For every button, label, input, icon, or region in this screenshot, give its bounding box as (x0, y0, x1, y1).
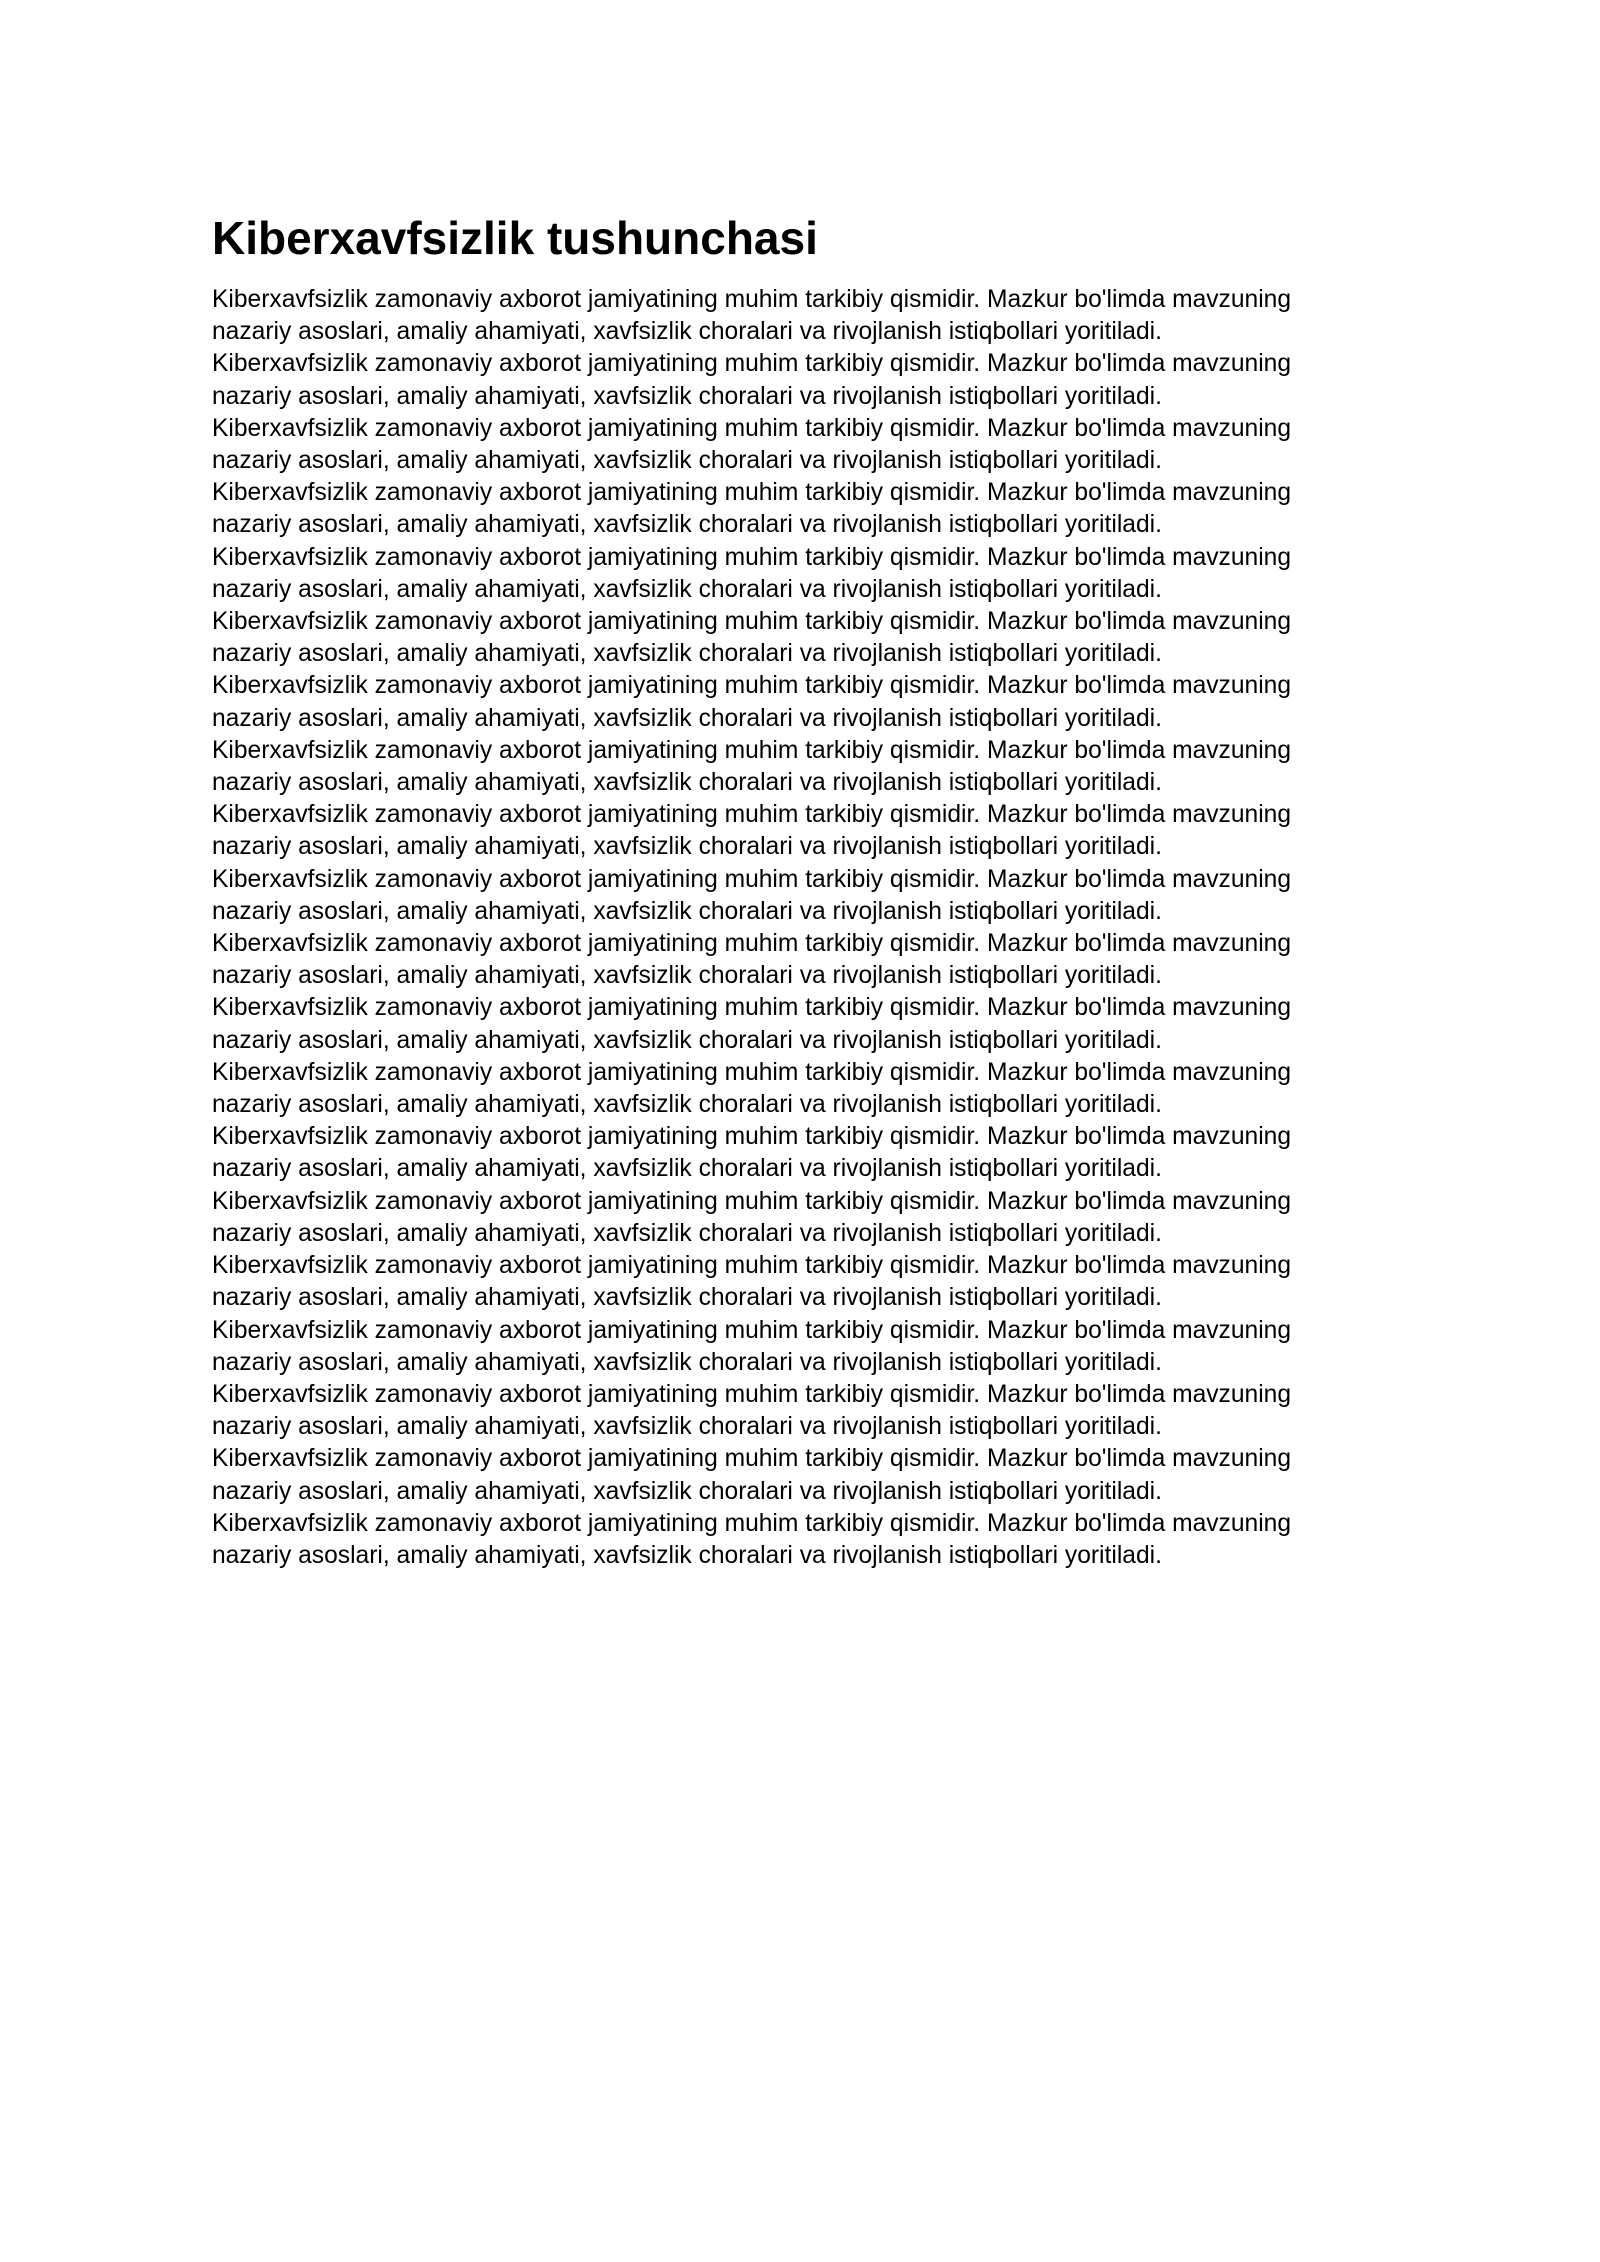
body-paragraph (212, 1315, 1432, 1379)
paragraph-line: nazariy asoslari, amaliy ahamiyati, xavfsizlik choralari va rivojlanish istiqbollari yoritiladi. (212, 1219, 1162, 1247)
paragraph-line: Kiberxavfsizlik zamonaviy axborot jamiyatining muhim tarkibiy qismidir. Mazkur bo'limda mavzuning (212, 1058, 1292, 1086)
paragraph-line: Kiberxavfsizlik zamonaviy axborot jamiyatining muhim tarkibiy qismidir. Mazkur bo'limda mavzuning (212, 994, 1292, 1022)
paragraph-line: Kiberxavfsizlik zamonaviy axborot jamiyatining muhim tarkibiy qismidir. Mazkur bo'limda mavzuning (212, 1187, 1292, 1215)
paragraph-line: Kiberxavfsizlik zamonaviy axborot jamiyatining muhim tarkibiy qismidir. Mazkur bo'limda mavzuning (212, 1123, 1292, 1151)
paragraph-line: Kiberxavfsizlik zamonaviy axborot jamiyatining muhim tarkibiy qismidir. Mazkur bo'limda mavzuning (212, 350, 1292, 378)
paragraph-line: Kiberxavfsizlik zamonaviy axborot jamiyatining muhim tarkibiy qismidir. Mazkur bo'limda mavzuning (212, 479, 1292, 507)
paragraph-line: Kiberxavfsizlik zamonaviy axborot jamiyatining muhim tarkibiy qismidir. Mazkur bo'limda mavzuning (212, 1509, 1292, 1537)
paragraph-line: Kiberxavfsizlik zamonaviy axborot jamiyatining muhim tarkibiy qismidir. Mazkur bo'limda mavzuning (212, 1380, 1292, 1408)
body-paragraph (212, 735, 1432, 799)
body-paragraph (212, 864, 1432, 928)
paragraph-line: nazariy asoslari, amaliy ahamiyati, xavfsizlik choralari va rivojlanish istiqbollari yoritiladi. (212, 769, 1162, 797)
body-paragraph (212, 542, 1432, 606)
body-paragraph (212, 413, 1432, 477)
body-paragraph (212, 992, 1432, 1056)
paragraph-line: Kiberxavfsizlik zamonaviy axborot jamiyatining muhim tarkibiy qismidir. Mazkur bo'limda mavzuning (212, 736, 1292, 764)
paragraph-line: nazariy asoslari, amaliy ahamiyati, xavfsizlik choralari va rivojlanish istiqbollari yoritiladi. (212, 1155, 1162, 1183)
paragraph-line: Kiberxavfsizlik zamonaviy axborot jamiyatining muhim tarkibiy qismidir. Mazkur bo'limda mavzuning (212, 930, 1292, 958)
body-paragraph (212, 477, 1432, 541)
body-paragraph (212, 1250, 1432, 1314)
paragraph-line: nazariy asoslari, amaliy ahamiyati, xavfsizlik choralari va rivojlanish istiqbollari yoritiladi. (212, 1541, 1162, 1569)
paragraph-line: nazariy asoslari, amaliy ahamiyati, xavfsizlik choralari va rivojlanish istiqbollari yoritiladi. (212, 704, 1162, 732)
body-paragraph (212, 799, 1432, 863)
paragraph-list (212, 284, 1432, 1572)
body-paragraph (212, 606, 1432, 670)
body-paragraph (212, 1508, 1432, 1572)
paragraph-line: Kiberxavfsizlik zamonaviy axborot jamiyatining muhim tarkibiy qismidir. Mazkur bo'limda mavzuning (212, 801, 1292, 829)
paragraph-line: Kiberxavfsizlik zamonaviy axborot jamiyatining muhim tarkibiy qismidir. Mazkur bo'limda mavzuning (212, 672, 1292, 700)
body-paragraph (212, 670, 1432, 734)
body-paragraph (212, 1121, 1432, 1185)
body-paragraph (212, 284, 1432, 348)
paragraph-line: Kiberxavfsizlik zamonaviy axborot jamiyatining muhim tarkibiy qismidir. Mazkur bo'limda mavzuning (212, 865, 1292, 893)
paragraph-line: Kiberxavfsizlik zamonaviy axborot jamiyatining muhim tarkibiy qismidir. Mazkur bo'limda mavzuning (212, 1445, 1292, 1473)
document-title: Kiberxavfsizlik tushunchasi (212, 212, 818, 264)
body-paragraph (212, 1379, 1432, 1443)
paragraph-line: nazariy asoslari, amaliy ahamiyati, xavfsizlik choralari va rivojlanish istiqbollari yoritiladi. (212, 833, 1162, 861)
paragraph-line: Kiberxavfsizlik zamonaviy axborot jamiyatining muhim tarkibiy qismidir. Mazkur bo'limda mavzuning (212, 286, 1292, 313)
body-paragraph (212, 1186, 1432, 1250)
paragraph-line: nazariy asoslari, amaliy ahamiyati, xavfsizlik choralari va rivojlanish istiqbollari yoritiladi. (212, 1477, 1162, 1505)
paragraph-line: Kiberxavfsizlik zamonaviy axborot jamiyatining muhim tarkibiy qismidir. Mazkur bo'limda mavzuning (212, 543, 1292, 571)
paragraph-line: nazariy asoslari, amaliy ahamiyati, xavfsizlik choralari va rivojlanish istiqbollari yoritiladi. (212, 382, 1162, 410)
paragraph-line: Kiberxavfsizlik zamonaviy axborot jamiyatining muhim tarkibiy qismidir. Mazkur bo'limda mavzuning (212, 1316, 1292, 1344)
paragraph-line: nazariy asoslari, amaliy ahamiyati, xavfsizlik choralari va rivojlanish istiqbollari yoritiladi. (212, 897, 1162, 925)
paragraph-line: nazariy asoslari, amaliy ahamiyati, xavfsizlik choralari va rivojlanish istiqbollari yoritiladi. (212, 1413, 1162, 1441)
body-paragraph (212, 1057, 1432, 1121)
body-paragraph (212, 928, 1432, 992)
paragraph-line: nazariy asoslari, amaliy ahamiyati, xavfsizlik choralari va rivojlanish istiqbollari yoritiladi. (212, 1091, 1162, 1119)
paragraph-line: nazariy asoslari, amaliy ahamiyati, xavfsizlik choralari va rivojlanish istiqbollari yoritiladi. (212, 1284, 1162, 1312)
paragraph-line: Kiberxavfsizlik zamonaviy axborot jamiyatining muhim tarkibiy qismidir. Mazkur bo'limda mavzuning (212, 1252, 1292, 1280)
paragraph-line: nazariy asoslari, amaliy ahamiyati, xavfsizlik choralari va rivojlanish istiqbollari yoritiladi. (212, 575, 1162, 603)
paragraph-line: nazariy asoslari, amaliy ahamiyati, xavfsizlik choralari va rivojlanish istiqbollari yoritiladi. (212, 1026, 1162, 1054)
paragraph-line: nazariy asoslari, amaliy ahamiyati, xavfsizlik choralari va rivojlanish istiqbollari yoritiladi. (212, 640, 1162, 668)
paragraph-line: nazariy asoslari, amaliy ahamiyati, xavfsizlik choralari va rivojlanish istiqbollari yoritiladi. (212, 318, 1162, 346)
paragraph-line: nazariy asoslari, amaliy ahamiyati, xavfsizlik choralari va rivojlanish istiqbollari yoritiladi. (212, 1348, 1162, 1376)
paragraph-line: nazariy asoslari, amaliy ahamiyati, xavfsizlik choralari va rivojlanish istiqbollari yoritiladi. (212, 511, 1162, 539)
paragraph-line: nazariy asoslari, amaliy ahamiyati, xavfsizlik choralari va rivojlanish istiqbollari yoritiladi. (212, 447, 1162, 475)
paragraph-line: nazariy asoslari, amaliy ahamiyati, xavfsizlik choralari va rivojlanish istiqbollari yoritiladi. (212, 962, 1162, 990)
body-paragraph (212, 1443, 1432, 1507)
paragraph-line: Kiberxavfsizlik zamonaviy axborot jamiyatining muhim tarkibiy qismidir. Mazkur bo'limda mavzuning (212, 414, 1292, 442)
document-body (212, 210, 1432, 1572)
body-paragraph (212, 348, 1432, 412)
paragraph-line: Kiberxavfsizlik zamonaviy axborot jamiyatining muhim tarkibiy qismidir. Mazkur bo'limda mavzuning (212, 608, 1292, 636)
